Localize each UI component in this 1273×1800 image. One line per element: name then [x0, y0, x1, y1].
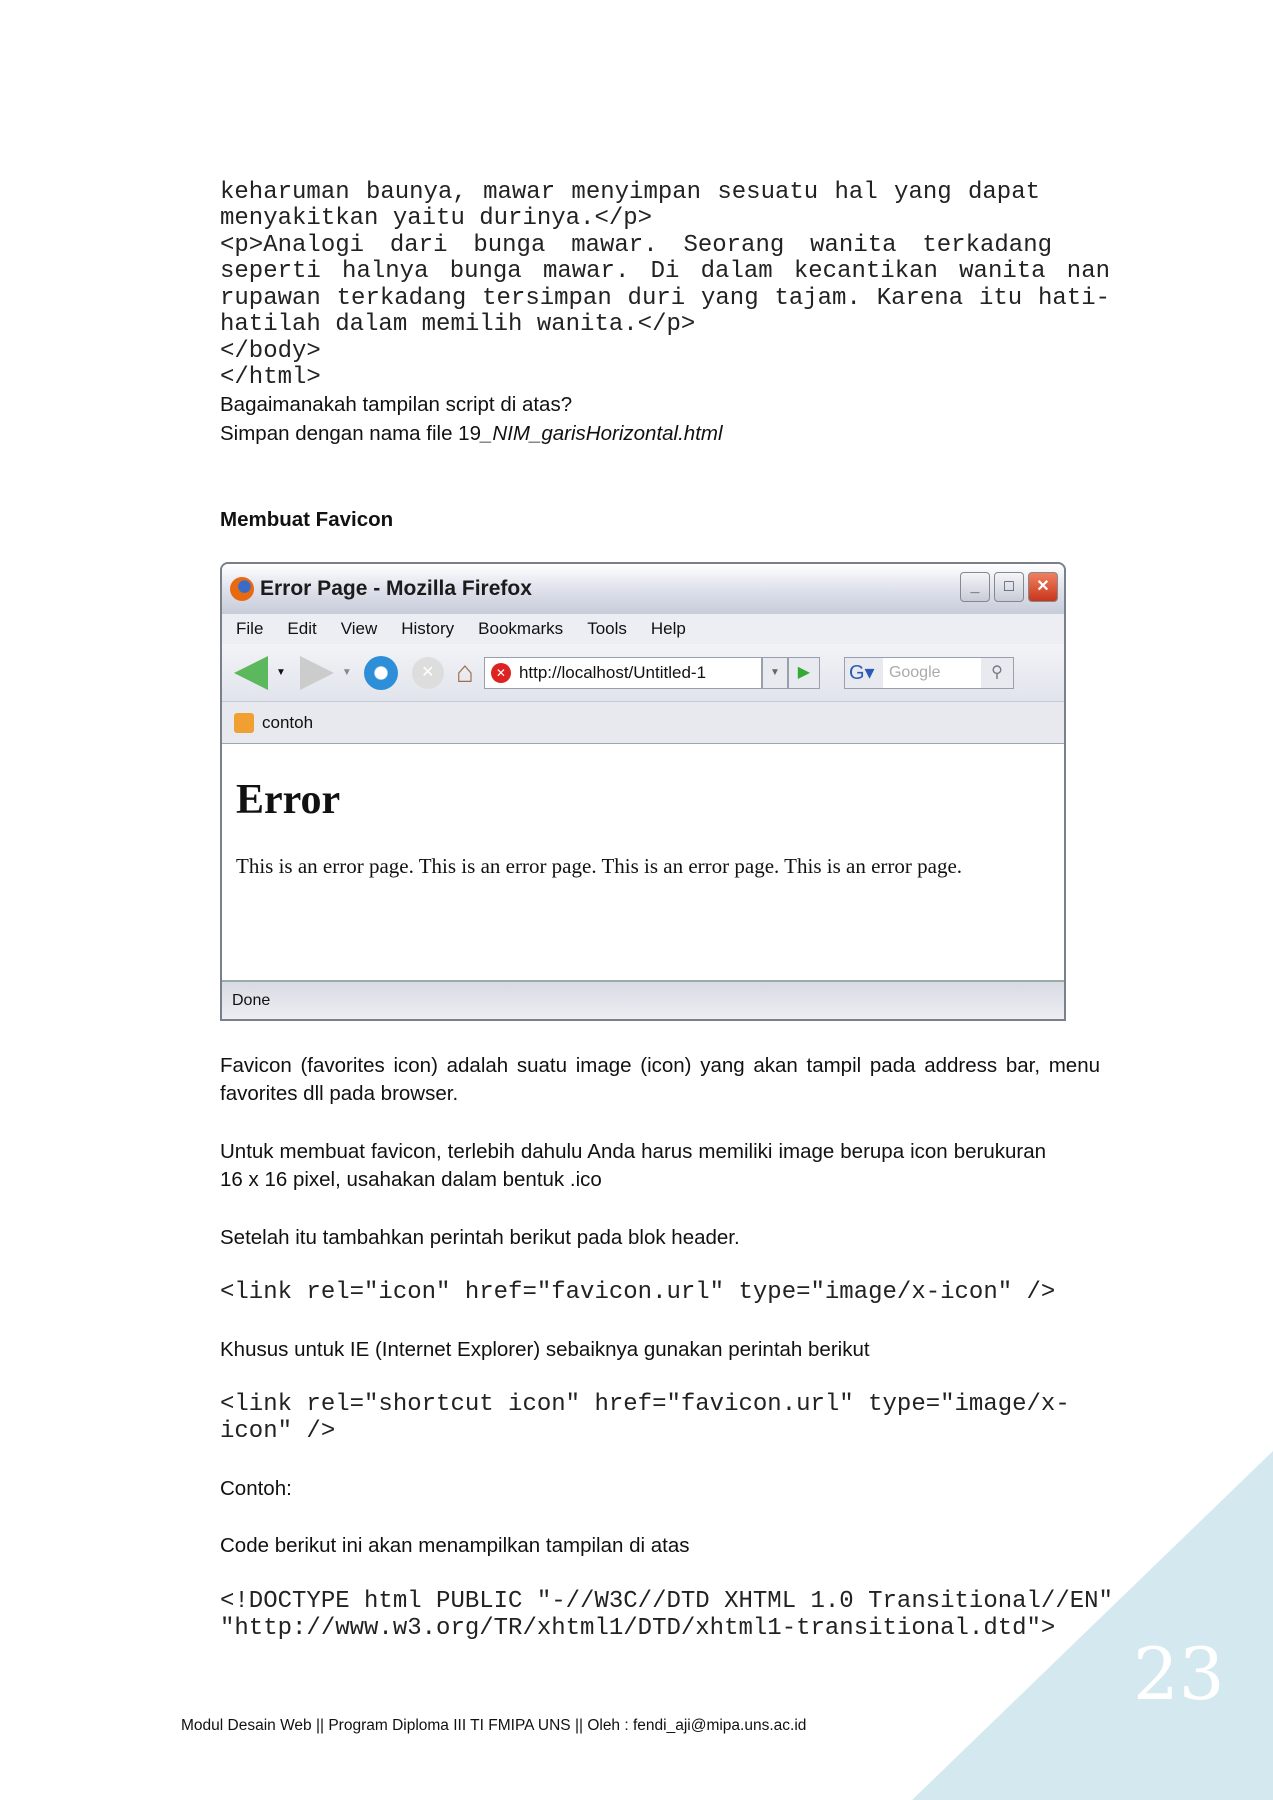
firefox-logo-icon: [230, 577, 254, 601]
google-engine-icon[interactable]: G▾: [845, 658, 883, 688]
browser-screenshot: [220, 562, 1066, 1021]
title-bar: [222, 564, 1064, 614]
status-text: Done: [232, 992, 271, 1009]
search-placeholder: Google: [888, 663, 941, 681]
save-prefix: Simpan dengan nama file 19: [220, 422, 481, 445]
save-instruction: [220, 420, 1100, 448]
page-number: 23: [1133, 1632, 1225, 1716]
address-bar[interactable]: [484, 657, 762, 689]
url-text: http://localhost/Untitled-1: [518, 662, 707, 682]
code-line: "http://www.w3.org/TR/xhtml1/DTD/xhtml1-transitional.dtd">: [220, 1614, 1056, 1642]
code-block-top: [220, 153, 1110, 418]
forward-arrow-icon[interactable]: [300, 656, 334, 690]
status-bar: [222, 980, 1064, 1020]
code-line: hatilah dalam memilih wanita.</p>: [220, 311, 696, 338]
code-line: <p>Analogi dari bunga mawar. Seorang wanita terkadang: [220, 231, 1052, 259]
dropdown-icon[interactable]: ▼: [341, 667, 352, 678]
go-icon[interactable]: ▶: [788, 657, 820, 689]
menu-tools[interactable]: Tools: [587, 619, 627, 638]
code-line: <!DOCTYPE html PUBLIC "-//W3C//DTD XHTML 1.0 Transitional//EN": [220, 1588, 1113, 1615]
paragraph-setelah: Setelah itu tambahkan perintah berikut pada blok header.: [220, 1226, 740, 1249]
section-heading: Membuat Favicon: [220, 508, 394, 531]
paragraph-text: Untuk membuat favicon, terlebih dahulu Anda harus memiliki image berupa icon berukuran 16 x 16 pixel, usahakan dalam bentuk .ico: [220, 1140, 1046, 1191]
paragraph-favicon: [220, 1052, 1100, 1107]
page-footer: Modul Desain Web || Program Diploma III TI FMIPA UNS || Oleh : fendi_aji@mipa.uns.ac.id: [181, 1717, 807, 1734]
paragraph-text: Favicon (favorites icon) adalah suatu image (icon) yang akan tampil pada address bar, menu favorites dll pada browser.: [220, 1054, 1100, 1105]
back-arrow-icon[interactable]: [234, 656, 268, 690]
paragraph-ie: Khusus untuk IE (Internet Explorer) sebaiknya gunakan perintah berikut: [220, 1338, 870, 1361]
dropdown-icon[interactable]: ▼: [276, 667, 286, 678]
reload-icon[interactable]: [364, 656, 398, 690]
code-line: </body>: [220, 337, 321, 365]
code-doctype: [220, 1589, 1113, 1642]
code-line: rupawan terkadang tersimpan duri yang tajam. Karena itu hati-: [220, 284, 1110, 312]
close-button[interactable]: ✕: [1028, 572, 1058, 602]
code-line: seperti halnya bunga mawar. Di dalam kecantikan wanita nan: [220, 258, 1110, 285]
code-line: </html>: [220, 364, 321, 391]
home-icon[interactable]: ⌂: [455, 655, 474, 689]
paragraph-code-intro: Code berikut ini akan menampilkan tampilan di atas: [220, 1534, 690, 1557]
code-line: menyakitkan yaitu durinya.</p>: [220, 205, 653, 232]
menu-history[interactable]: History: [401, 619, 455, 638]
menu-edit[interactable]: Edit: [287, 619, 317, 638]
navigation-toolbar: [222, 644, 1064, 702]
maximize-button[interactable]: □: [994, 572, 1024, 602]
rss-feed-icon: [234, 713, 254, 733]
stop-icon[interactable]: ✕: [412, 657, 444, 689]
bookmark-contoh[interactable]: contoh: [262, 712, 314, 732]
error-heading: Error: [236, 777, 341, 823]
menu-view[interactable]: View: [340, 619, 378, 638]
code-link-icon: <link rel="icon" href="favicon.url" type="image/x-icon" />: [220, 1279, 1056, 1306]
url-dropdown-icon[interactable]: ▼: [762, 657, 788, 689]
code-line: icon" />: [220, 1417, 336, 1445]
paragraph-contoh: Contoh:: [220, 1477, 292, 1500]
code-line: <link rel="shortcut icon" href="favicon.url" type="image/x-: [220, 1391, 1070, 1418]
save-filename: _NIM_garisHorizontal.html: [481, 422, 723, 445]
menu-help[interactable]: Help: [650, 619, 686, 638]
code-line: keharuman baunya, mawar menyimpan sesuatu hal yang dapat: [220, 178, 1040, 206]
search-box[interactable]: [844, 657, 1014, 689]
menu-file[interactable]: File: [236, 619, 264, 638]
error-favicon-icon: ✕: [491, 663, 511, 683]
bookmarks-toolbar: [222, 702, 1064, 744]
page-content: [222, 744, 1064, 980]
window-title: Error Page - Mozilla Firefox: [260, 577, 532, 600]
menu-bookmarks[interactable]: Bookmarks: [478, 619, 564, 638]
paragraph-requirement: [220, 1138, 1046, 1193]
error-text: This is an error page. This is an error page. This is an error page. This is an error page.: [236, 854, 963, 878]
minimize-button[interactable]: _: [960, 572, 990, 602]
menu-bar: [222, 614, 1064, 644]
magnifier-icon[interactable]: ⚲: [981, 658, 1013, 688]
question-text: Bagaimanakah tampilan script di atas?: [220, 393, 573, 416]
code-shortcut-icon: [220, 1392, 1070, 1445]
